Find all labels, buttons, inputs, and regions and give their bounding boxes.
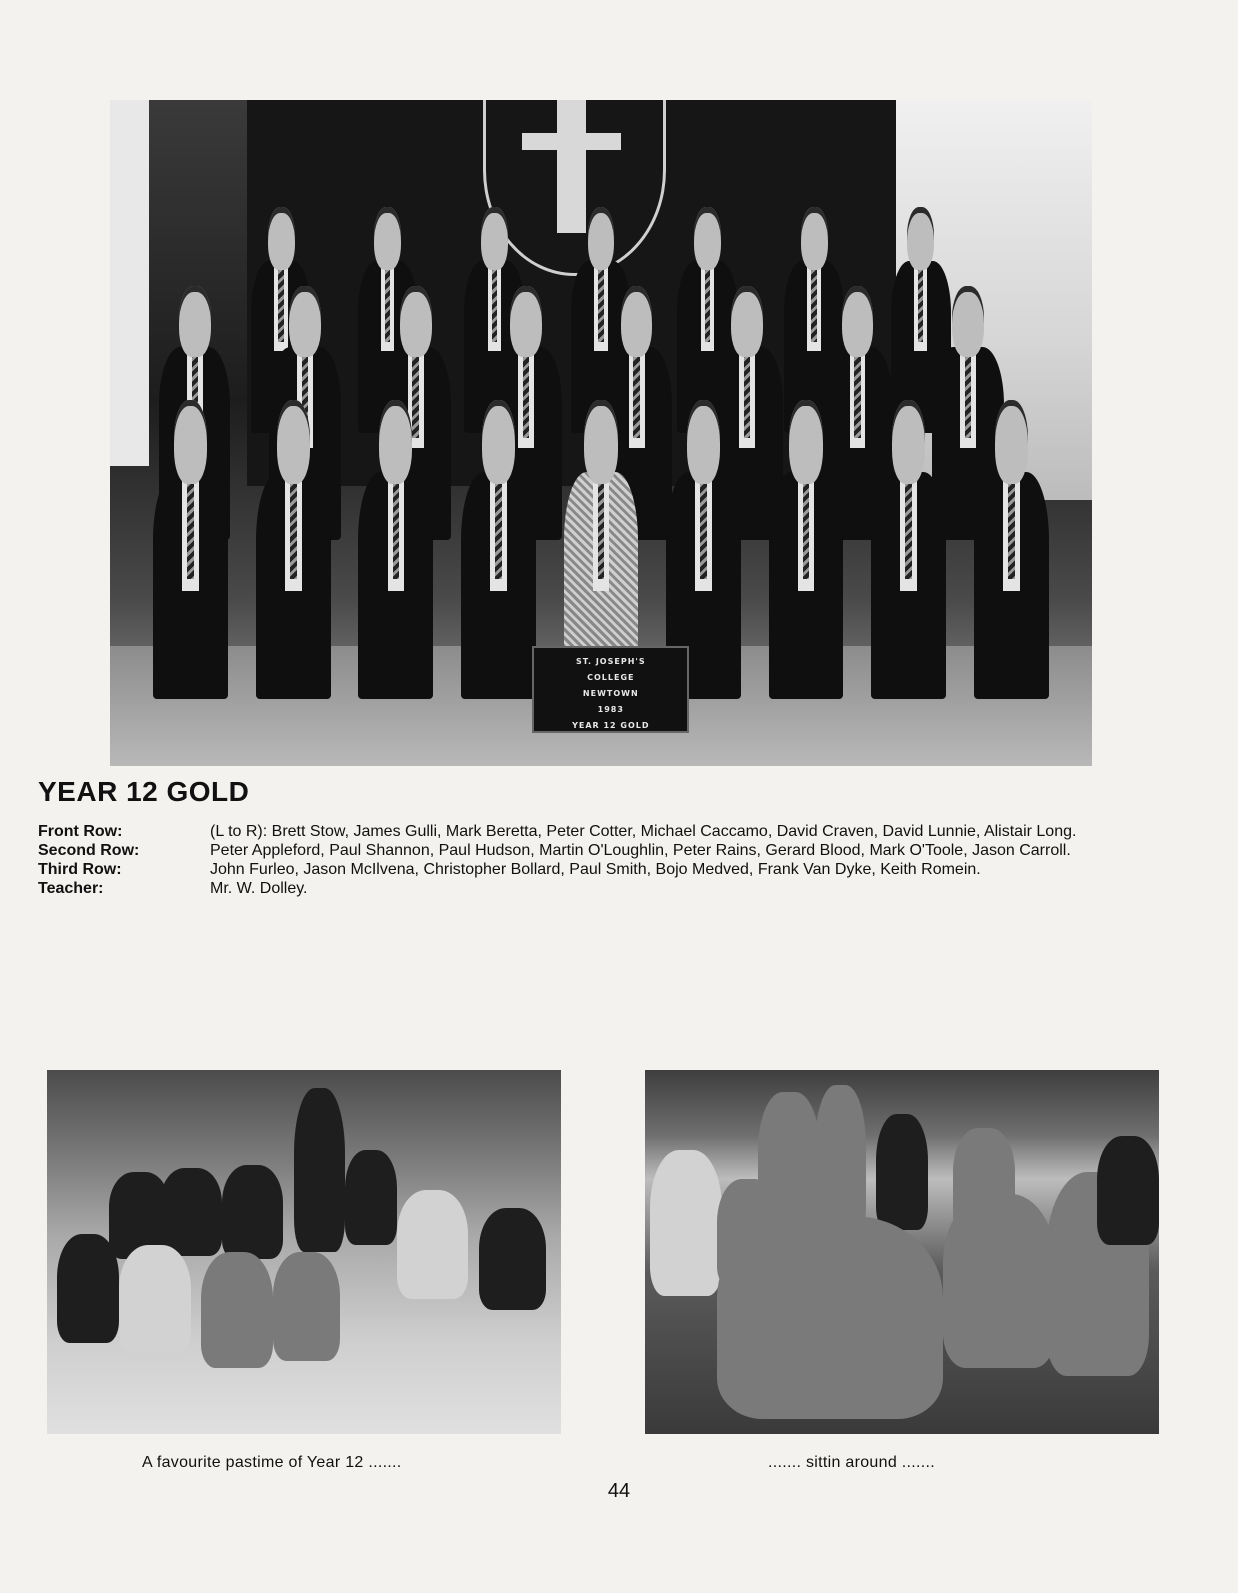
row-label: Second Row: <box>38 842 140 859</box>
caption-left: A favourite pastime of Year 12 ....... <box>142 1454 402 1471</box>
student-figure <box>867 400 950 700</box>
class-sign <box>532 646 689 733</box>
row-label: Teacher: <box>38 880 104 897</box>
student-figure <box>479 1208 546 1310</box>
student-figure <box>650 1150 722 1296</box>
names-list <box>38 822 1168 898</box>
student-figure <box>457 400 540 700</box>
student-figure <box>201 1252 273 1368</box>
sitting-photo <box>645 1070 1159 1434</box>
student-figure <box>815 1085 866 1238</box>
beach-photo <box>47 1070 561 1434</box>
student-figure <box>397 1190 469 1299</box>
student-figure <box>294 1088 345 1252</box>
student-figure <box>345 1150 396 1245</box>
student-figure <box>970 400 1053 700</box>
page-number: 44 <box>607 1480 631 1502</box>
student-figure <box>57 1234 119 1343</box>
row-names: Peter Appleford, Paul Shannon, Paul Hudson, Martin O'Loughlin, Peter Rains, Gerard Blood, Mark O'Toole, Jason Carroll. <box>210 842 1071 859</box>
sign-line: 1983 <box>597 705 624 715</box>
student-figure <box>273 1252 340 1361</box>
student-figure <box>354 400 437 700</box>
row-names: Mr. W. Dolley. <box>210 880 308 897</box>
student-figure <box>222 1165 284 1260</box>
student-figure <box>119 1245 191 1354</box>
student-figure <box>876 1114 927 1230</box>
student-figure <box>252 400 335 700</box>
caption-right: ....... sittin around ....... <box>768 1454 935 1471</box>
student-figure <box>1097 1136 1159 1245</box>
row-label: Third Row: <box>38 861 122 878</box>
class-title: YEAR 12 GOLD <box>38 776 250 807</box>
row-label: Front Row: <box>38 823 123 840</box>
student-figure <box>943 1194 1056 1369</box>
row-names: John Furleo, Jason McIlvena, Christopher Bollard, Paul Smith, Bojo Medved, Frank Van Dyke, Keith Romein. <box>210 861 981 878</box>
sign-line: YEAR 12 GOLD <box>572 721 650 731</box>
student-figure <box>160 1168 222 1255</box>
group-photo <box>110 100 1092 766</box>
crest-cross-horizontal <box>522 133 620 150</box>
student-figure <box>149 400 232 700</box>
sign-line: NEWTOWN <box>582 689 639 699</box>
names-row-front <box>38 822 1168 841</box>
sign-line: ST. JOSEPH'S <box>576 657 646 667</box>
row-names: (L to R): Brett Stow, James Gulli, Mark Beretta, Peter Cotter, Michael Caccamo, David Craven, David Lunnie, Alistair Long. <box>210 823 1077 840</box>
names-row-second <box>38 841 1168 860</box>
sign-line: COLLEGE <box>587 673 635 683</box>
student-figure <box>765 400 848 700</box>
student-figure <box>717 1216 943 1420</box>
names-row-third <box>38 860 1168 879</box>
names-row-teacher <box>38 879 1168 898</box>
